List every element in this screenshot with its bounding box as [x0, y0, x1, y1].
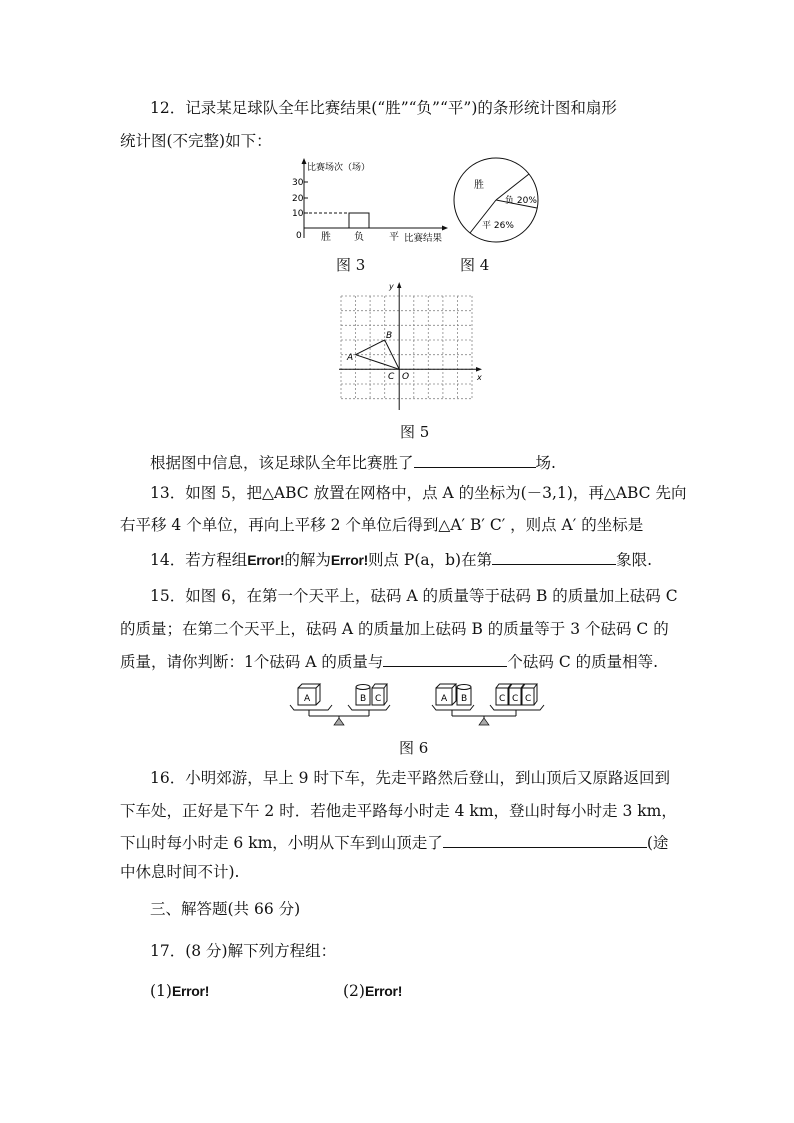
point-c-label: C [388, 372, 395, 382]
pie-label-lose: 负 20% [505, 196, 537, 206]
q17-part1-error: Error! [171, 983, 210, 999]
q17-part1 [150, 980, 209, 1002]
figure-6-balances [282, 678, 550, 728]
q16-answer-blank[interactable] [443, 831, 647, 848]
y-tick-30: 30 [292, 178, 304, 188]
x-tick-win: 胜 [321, 232, 331, 243]
point-b-label: B [386, 331, 393, 341]
pie-label-win: 胜 [474, 180, 484, 191]
q17-part1-label: (1) [150, 982, 172, 1000]
q16-line3-prefix: 下山时每小时走 6 km，小明从下车到山顶走了 [120, 834, 443, 852]
grid-lines [341, 296, 472, 399]
q16-line3-suffix: (途 [646, 834, 669, 852]
q15-line3-prefix: 质量，请你判断：1个砝码 A 的质量与 [120, 653, 384, 671]
point-a-label: A [347, 353, 354, 363]
q16-line4: 中休息时间不计). [120, 863, 240, 881]
q15-line3 [120, 650, 658, 673]
balance-1 [290, 684, 390, 725]
q14-mid2: 则点 P(a，b)在第 [367, 551, 493, 569]
svg-text:C: C [525, 694, 532, 704]
balance-2 [432, 684, 544, 725]
svg-text:A: A [304, 694, 311, 704]
svg-text:B: B [461, 694, 468, 704]
figure-4-caption: 图 4 [460, 256, 490, 274]
svg-text:C: C [512, 694, 519, 704]
q14-error-2: Error! [330, 552, 368, 568]
q12-answer-suffix: 场. [535, 454, 556, 472]
q15-line1: 15．如图 6，在第一个天平上，砝码 A 的质量等于砝码 B 的质量加上砝码 C [150, 587, 678, 605]
x-tick-lose: 负 [354, 232, 364, 243]
x-tick-draw: 平 [389, 232, 399, 243]
q17-title: 17．(8 分)解下列方程组： [150, 942, 337, 960]
q12-line1: 12．记录某足球队全年比赛结果(“胜”“负”“平”)的条形统计图和扇形 [150, 99, 617, 117]
origin-label: 0 [296, 231, 302, 241]
q17-part2 [343, 980, 402, 1002]
figure-3-caption: 图 3 [336, 256, 366, 274]
q16-line3 [120, 831, 668, 854]
x-axis-letter: x [477, 373, 482, 382]
figure-5-grid [336, 280, 486, 412]
y-axis-letter: y [389, 282, 394, 291]
svg-text:A: A [441, 694, 448, 704]
figure-3-bar-chart [284, 156, 454, 244]
svg-text:C: C [375, 694, 382, 704]
q12-line2: 统计图(不完整)如下： [120, 132, 272, 150]
q17-part2-label: (2) [343, 982, 365, 1000]
section-3-title: 三、解答题(共 66 分) [150, 900, 301, 918]
q12-answer-prefix: 根据图中信息，该足球队全年比赛胜了 [150, 454, 414, 472]
q12-answer-blank[interactable] [414, 451, 536, 468]
svg-text:C: C [499, 694, 506, 704]
figure-6-caption: 图 6 [399, 739, 429, 757]
q13-line2: 右平移 4 个单位，再向上平移 2 个单位后得到△A′ B′ C′ ，则点 A′ 的坐标是 [120, 516, 644, 534]
q14-answer-blank[interactable] [492, 548, 616, 565]
q12-answer [150, 451, 556, 474]
origin-letter: O [402, 372, 410, 382]
bar-lose [349, 213, 369, 228]
q15-line2: 的质量；在第二个天平上，砝码 A 的质量加上砝码 B 的质量等于 3 个砝码 C 的 [120, 620, 669, 638]
svg-text:B: B [360, 694, 367, 704]
figure-4-pie-chart [448, 156, 544, 248]
q16-line1: 16．小明郊游，早上 9 时下车，先走平路然后登山，到山顶后又原路返回到 [150, 769, 670, 787]
q14-prefix: 14．若方程组 [150, 551, 248, 569]
x-axis-label: 比赛结果 [404, 233, 443, 244]
q17-part2-error: Error! [364, 983, 403, 999]
q15-answer-blank[interactable] [383, 650, 507, 667]
pie-label-draw: 平 26% [482, 221, 514, 231]
q14-line [150, 548, 652, 571]
q14-error-1: Error! [247, 552, 285, 568]
q14-suffix: 象限. [616, 551, 653, 569]
y-tick-20: 20 [292, 194, 304, 204]
q16-line2: 下车处，正好是下午 2 时．若他走平路每小时走 4 km，登山时每小时走 3 km， [120, 802, 677, 820]
q15-line3-suffix: 个砝码 C 的质量相等. [507, 653, 659, 671]
q13-line1: 13．如图 5，把△ABC 放置在网格中，点 A 的坐标为(－3,1)，再△ABC 先向 [150, 484, 687, 502]
q14-mid: 的解为 [284, 551, 331, 569]
y-tick-10: 10 [292, 209, 304, 219]
figure-5-caption: 图 5 [400, 423, 430, 441]
y-axis-label: 比赛场次（场） [307, 163, 371, 173]
